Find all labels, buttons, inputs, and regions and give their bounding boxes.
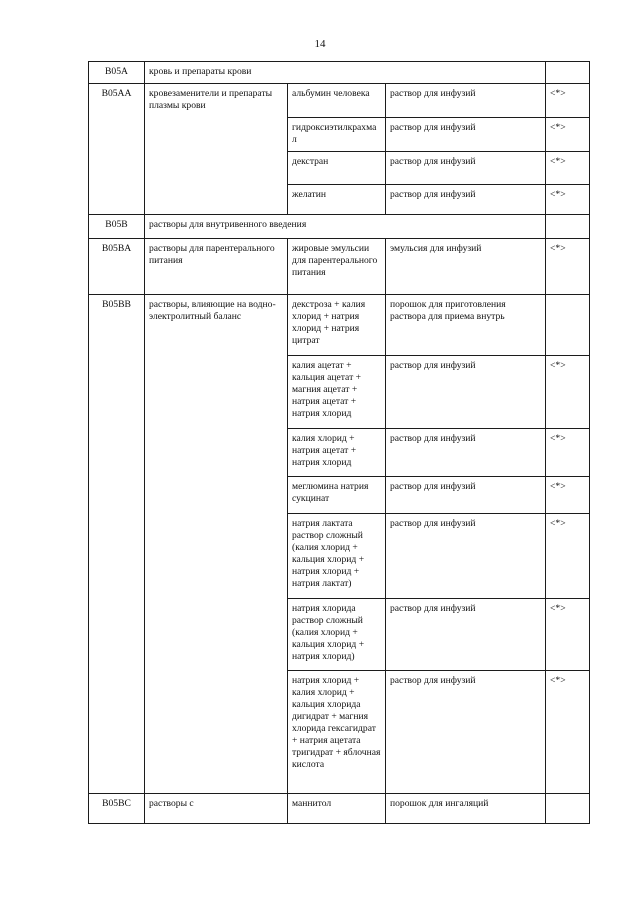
dosage-form: раствор для инфузий — [386, 429, 546, 477]
dosage-form: эмульсия для инфузий — [386, 239, 546, 295]
drug-name: калия ацетат + кальция ацетат + магния ацетат + натрия ацетат + натрия хлорид — [288, 356, 386, 429]
dosage-form: раствор для инфузий — [386, 84, 546, 118]
mark-cell: <*> — [546, 356, 590, 429]
dosage-form: раствор для инфузий — [386, 477, 546, 514]
atc-code: B05B — [89, 215, 145, 239]
dosage-form: раствор для инфузий — [386, 152, 546, 185]
drug-name: альбумин человека — [288, 84, 386, 118]
mark-cell — [546, 215, 590, 239]
drug-name: маннитол — [288, 794, 386, 824]
drug-name: гидроксиэтилкрахмал — [288, 118, 386, 152]
dosage-form: раствор для инфузий — [386, 671, 546, 794]
medicines-table — [88, 61, 590, 824]
group-name: растворы для парентерального питания — [145, 239, 288, 295]
mark-cell: <*> — [546, 239, 590, 295]
mark-cell: <*> — [546, 429, 590, 477]
dosage-form: порошок для приготовления раствора для приема внутрь — [386, 295, 546, 356]
group-name: кровь и препараты крови — [145, 62, 546, 84]
mark-cell: <*> — [546, 118, 590, 152]
dosage-form: раствор для инфузий — [386, 356, 546, 429]
dosage-form: раствор для инфузий — [386, 185, 546, 215]
group-name: растворы с — [145, 794, 288, 824]
atc-code: B05AA — [89, 84, 145, 215]
dosage-form: раствор для инфузий — [386, 118, 546, 152]
drug-name: калия хлорид + натрия ацетат + натрия хлорид — [288, 429, 386, 477]
drug-name: жировые эмульсии для парентерального питания — [288, 239, 386, 295]
table-row — [89, 794, 590, 824]
mark-cell: <*> — [546, 514, 590, 599]
atc-code: B05BC — [89, 794, 145, 824]
mark-cell: <*> — [546, 477, 590, 514]
atc-code: B05A — [89, 62, 145, 84]
mark-cell — [546, 794, 590, 824]
atc-code: B05BA — [89, 239, 145, 295]
mark-cell: <*> — [546, 84, 590, 118]
drug-name: декстроза + калия хлорид + натрия хлорид + натрия цитрат — [288, 295, 386, 356]
drug-name: декстран — [288, 152, 386, 185]
table-body — [89, 62, 590, 824]
table-row — [89, 62, 590, 84]
drug-name: натрия хлорида раствор сложный (калия хлорид + кальция хлорид + натрия хлорид) — [288, 599, 386, 671]
group-name: растворы для внутривенного введения — [145, 215, 546, 239]
mark-cell: <*> — [546, 152, 590, 185]
mark-cell — [546, 295, 590, 356]
table-row — [89, 239, 590, 295]
drug-name: меглюмина натрия сукцинат — [288, 477, 386, 514]
mark-cell: <*> — [546, 671, 590, 794]
mark-cell: <*> — [546, 185, 590, 215]
dosage-form: порошок для ингаляций — [386, 794, 546, 824]
table-row — [89, 295, 590, 356]
mark-cell — [546, 62, 590, 84]
dosage-form: раствор для инфузий — [386, 514, 546, 599]
table-row — [89, 84, 590, 118]
mark-cell: <*> — [546, 599, 590, 671]
drug-name: натрия лактата раствор сложный (калия хлорид + кальция хлорид + натрия хлорид + натрия лактат) — [288, 514, 386, 599]
atc-code: B05BB — [89, 295, 145, 794]
page-number: 14 — [314, 38, 326, 50]
group-name: растворы, влияющие на водно-электролитный баланс — [145, 295, 288, 794]
drug-name: натрия хлорид + калия хлорид + кальция хлорида дигидрат + магния хлорида гексагидрат + натрия ацетата тригидрат + яблочная кислота — [288, 671, 386, 794]
table-row — [89, 215, 590, 239]
group-name: кровезаменители и препараты плазмы крови — [145, 84, 288, 215]
dosage-form: раствор для инфузий — [386, 599, 546, 671]
drug-name: желатин — [288, 185, 386, 215]
